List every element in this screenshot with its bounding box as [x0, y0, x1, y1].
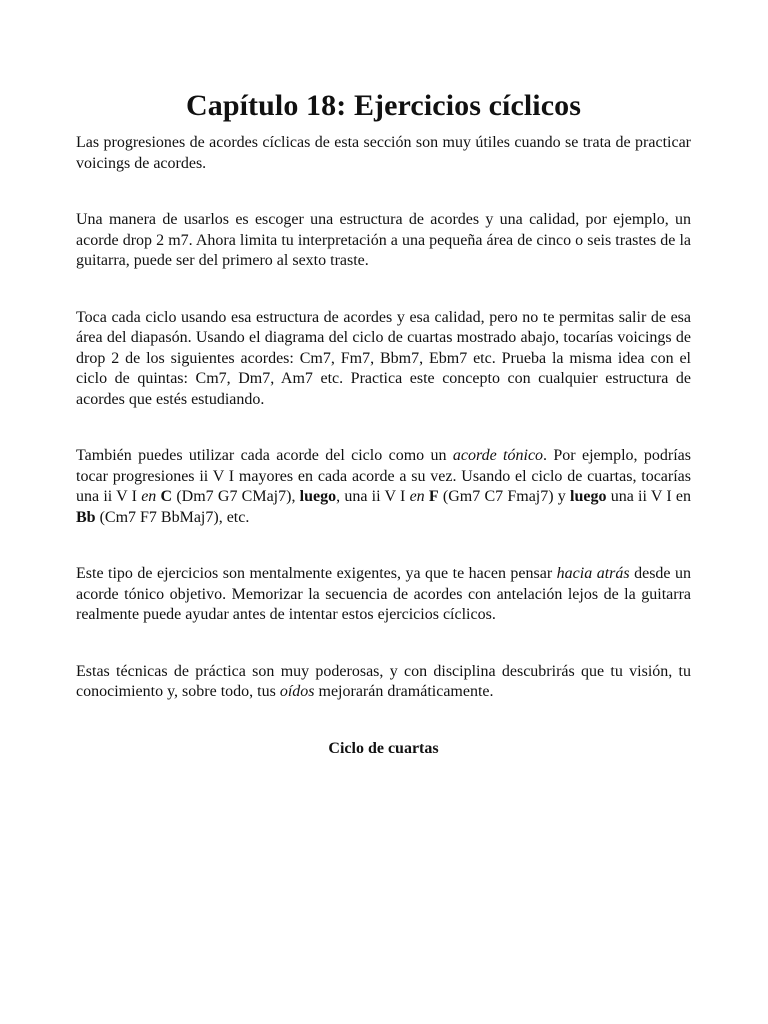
text-run: mejorarán dramáticamente. — [314, 683, 494, 700]
italic-hacia-atras: hacia atrás — [556, 565, 630, 582]
text-run: También puedes utilizar cada acorde del ciclo como un — [76, 447, 453, 464]
paragraph-intro: Las progresiones de acordes cíclicas de esta sección son muy útiles cuando se trata de practicar voicings de acordes. — [76, 134, 691, 172]
bold-key-f: F — [428, 488, 439, 505]
text-run: (Dm7 G7 CMaj7), — [172, 488, 300, 505]
italic-term-acorde-tonico: acorde tónico — [452, 447, 544, 464]
text-run: . Por ejemplo, podrías tocar progresiones ii V I mayores en cada acorde a su vez. Usando el ciclo de cuartas, tocarías una ii V I — [76, 447, 691, 505]
italic-en: en — [141, 488, 157, 505]
text-run: una ii V I en — [606, 488, 692, 505]
italic-oidos: oídos — [279, 683, 315, 700]
italic-en: en — [409, 488, 425, 505]
text-run: , una ii V I — [336, 488, 410, 505]
document-page — [76, 86, 691, 759]
text-run: (Gm7 C7 Fmaj7) y — [438, 488, 571, 505]
paragraph-practice-techniques — [76, 662, 691, 703]
bold-luego: luego — [299, 488, 337, 505]
bold-luego: luego — [570, 488, 607, 505]
bold-key-c: C — [160, 488, 173, 505]
paragraph-cycle-practice: Toca cada ciclo usando esa estructura de acordes y esa calidad, pero no te permitas salir de esa área del diapasón. Usando el diagrama del ciclo de cuartas mostrado abajo, tocarías voicings de drop 2 de los siguientes acordes: Cm7, Fm7, Bbm7, Ebm7 etc. Prueba la misma idea con el ciclo de quintas: Cm7, Dm7, Am7 etc. Practica este concepto con cualquier estructura de acordes que estés estudiando. — [76, 308, 691, 408]
text-run: desde un acorde tónico objetivo. Memorizar la secuencia de acordes con antelación lejos de la guitarra realmente puede ayudar antes de intentar estos ejercicios cíclicos. — [76, 565, 691, 623]
text-run: (Cm7 F7 BbMaj7), etc. — [95, 508, 250, 526]
paragraph-tonic-chord — [76, 446, 691, 528]
paragraph-demanding-exercises — [76, 564, 691, 626]
text-run: Este tipo de ejercicios son mentalmente exigentes, ya que te hacen pensar — [76, 565, 557, 582]
section-heading-ciclo-de-cuartas: Ciclo de cuartas — [328, 739, 439, 757]
chapter-title: Capítulo 18: Ejercicios cíclicos — [185, 89, 582, 122]
paragraph-usage: Una manera de usarlos es escoger una estructura de acordes y una calidad, por ejemplo, un acorde drop 2 m7. Ahora limita tu interpretación a una pequeña área de cinco o seis trastes de la guitarra, puede ser del primero al sexto traste. — [76, 211, 691, 269]
text-run: Estas técnicas de práctica son muy poderosas, y con disciplina descubrirás que tu visión, tu conocimiento y, sobre todo, tus — [76, 662, 691, 700]
bold-key-bb: Bb — [76, 508, 96, 526]
